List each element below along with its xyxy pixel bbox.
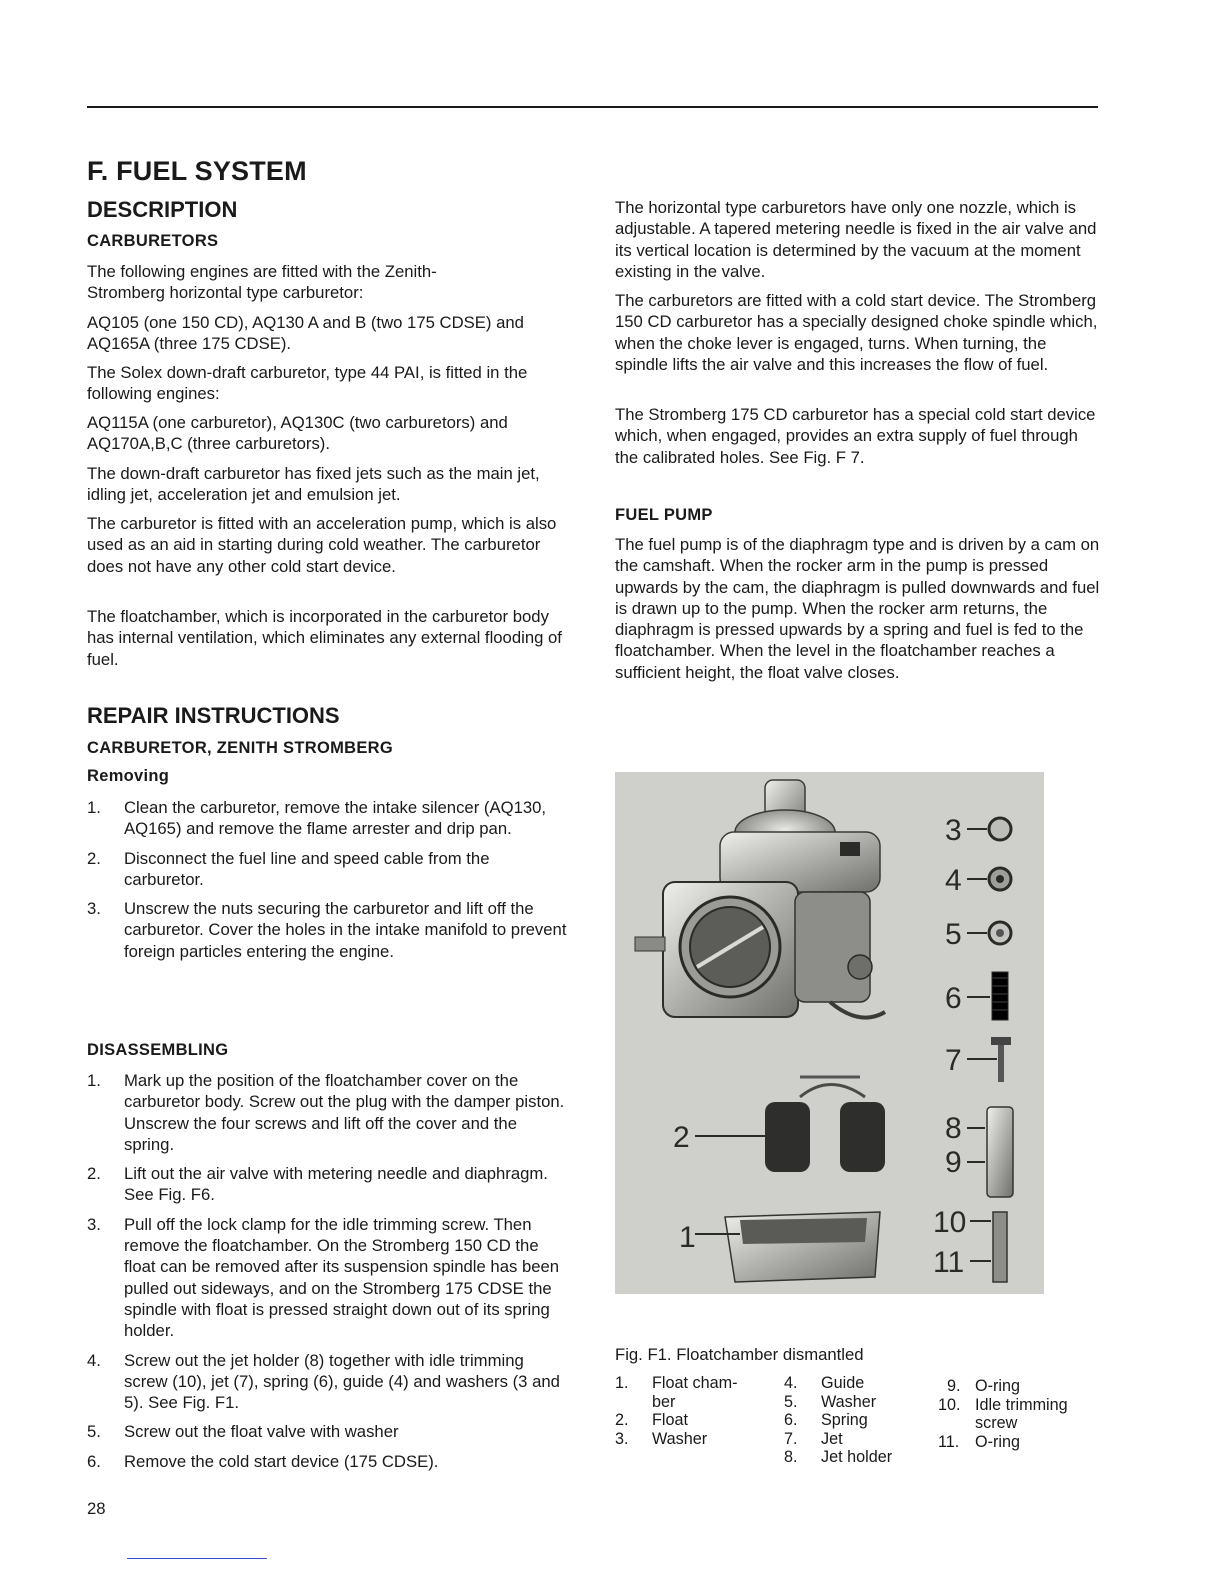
step-number: 1.	[87, 798, 101, 817]
list-item	[87, 797, 567, 840]
description-paragraph-1: The following engines are fitted with the Zenith-Stromberg horizontal type carburetor:	[87, 262, 437, 303]
photo-label-5: 5	[945, 918, 962, 951]
description-paragraph-4: AQ115A (one carburetor), AQ130C (two carburetors) and AQ170A,B,C (three carburetors).	[87, 413, 508, 454]
figure-caption: Fig. F1. Floatchamber dismantled	[615, 1345, 864, 1364]
list-item	[87, 1163, 569, 1206]
legend-item: 2. Float	[615, 1411, 688, 1429]
carburetors-heading: CARBURETORS	[87, 232, 219, 250]
step-text: Remove the cold start device (175 CDSE).	[124, 1451, 439, 1471]
removing-steps	[87, 797, 567, 970]
list-item	[87, 1070, 569, 1155]
disassembling-heading: DISASSEMBLING	[87, 1041, 229, 1059]
fuel-pump-paragraph: The fuel pump is of the diaphragm type and is driven by a cam on the camshaft. When the rocker arm in the pump is pressed upwards by the cam, the diaphragm is pulled downwards and fuel is drawn up to the pump. When the rocker arm returns, the diaphragm is pressed upwards by a spring and fuel is fed to the floatchamber. When the level in the floatchamber reaches a sufficient height, the float valve closes.	[615, 535, 1100, 682]
legend-item: screw	[975, 1414, 1018, 1432]
photo-label-9: 9	[945, 1146, 962, 1179]
right-paragraph-2: The carburetors are fitted with a cold start device. The Stromberg 150 CD carburetor has a specially designed choke spindle which, when the choke lever is engaged, turns. When turning, the spindle lifts the air valve and this increases the flow of fuel.	[615, 291, 1098, 374]
photo-label-7: 7	[945, 1044, 962, 1077]
list-item	[87, 898, 567, 962]
list-item	[87, 1350, 569, 1414]
fuel-pump-heading: FUEL PUMP	[615, 506, 713, 524]
step-number: 5.	[87, 1422, 101, 1442]
legend-column-1	[615, 1374, 775, 1448]
right-paragraph-3: The Stromberg 175 CD carburetor has a special cold start device which, when engaged, provides an extra supply of fuel through the calibrated holes. See Fig. F 7.	[615, 405, 1096, 467]
legend-item: 9. O-ring	[947, 1377, 1020, 1395]
legend-item: 6. Spring	[784, 1411, 868, 1429]
legend-item: 11. O-ring	[938, 1432, 1020, 1451]
list-item	[87, 848, 567, 891]
list-item	[87, 1421, 569, 1442]
legend-item: 8. Jet holder	[784, 1448, 893, 1466]
step-number: 3.	[87, 899, 101, 919]
list-item	[87, 1451, 569, 1472]
right-paragraph-1: The horizontal type carburetors have only one nozzle, which is adjustable. A tapered metering needle is fixed in the air valve and its vertical location is determined by the vacuum at the moment existing in the valve.	[615, 198, 1097, 281]
repair-heading: REPAIR INSTRUCTIONS	[87, 703, 340, 728]
step-text: Disconnect the fuel line and speed cable from the carburetor.	[124, 848, 490, 889]
description-paragraph-2: AQ105 (one 150 CD), AQ130 A and B (two 175 CDSE) and AQ165A (three 175 CDSE).	[87, 313, 524, 354]
photo-label-8: 8	[945, 1112, 962, 1145]
photo-label-4: 4	[945, 864, 962, 897]
page-number: 28	[87, 1499, 106, 1518]
legend-item: 5. Washer	[784, 1392, 877, 1411]
legend-column-3	[938, 1377, 1098, 1451]
legend-item: 4. Guide	[784, 1374, 865, 1392]
step-number: 6.	[87, 1451, 101, 1471]
legend-column-2	[784, 1374, 924, 1467]
legend-item: ber	[652, 1392, 676, 1411]
step-number: 2.	[87, 1164, 101, 1184]
photo-label-6: 6	[945, 982, 962, 1015]
description-paragraph-3: The Solex down-draft carburetor, type 44 PAI, is fitted in the following engines:	[87, 363, 528, 404]
photo-label-10: 10	[933, 1206, 967, 1239]
disassembling-steps	[87, 1070, 569, 1480]
legend-item: 3. Washer	[615, 1429, 708, 1448]
step-text: Clean the carburetor, remove the intake silencer (AQ130, AQ165) and remove the flame arrester and drip pan.	[124, 798, 547, 839]
step-number: 3.	[87, 1214, 101, 1234]
floatchamber-illustration	[615, 772, 1044, 1294]
step-text: Mark up the position of the floatchamber cover on the carburetor body. Screw out the plug with the damper piston. Unscrew the four screws and lift off the cover and the spring.	[124, 1071, 565, 1154]
removing-heading: Removing	[87, 767, 170, 785]
description-heading: DESCRIPTION	[87, 197, 238, 222]
step-text: Screw out the float valve with washer	[124, 1422, 399, 1442]
footer-line	[127, 1558, 267, 1559]
photo-label-1: 1	[679, 1221, 696, 1254]
step-number: 4.	[87, 1350, 101, 1370]
photo-label-3: 3	[945, 814, 962, 847]
description-paragraph-6: The carburetor is fitted with an acceleration pump, which is also used as an aid in starting during cold weather. The carburetor does not have any other cold start device.	[87, 514, 557, 576]
description-paragraph-5: The down-draft carburetor has fixed jets such as the main jet, idling jet, acceleration jet and emulsion jet.	[87, 464, 540, 505]
section-title: F. FUEL SYSTEM	[87, 156, 307, 186]
photo-label-11: 11	[933, 1246, 965, 1279]
step-text: Lift out the air valve with metering needle and diaphragm. See Fig. F6.	[124, 1164, 548, 1205]
step-number: 2.	[87, 848, 101, 868]
step-text: Screw out the jet holder (8) together with idle trimming screw (10), jet (7), spring (6), guide (4) and washers (3 and 5). See Fig. F1.	[124, 1350, 560, 1413]
step-text: Unscrew the nuts securing the carburetor and lift off the carburetor. Cover the holes in the intake manifold to prevent foreign particles entering the engine.	[124, 899, 567, 961]
step-number: 1.	[87, 1071, 101, 1090]
list-item	[87, 1214, 569, 1342]
floatchamber-photo	[615, 772, 1044, 1294]
legend-item: 10. Idle trimming	[938, 1395, 1068, 1414]
legend-item: 7. Jet	[784, 1429, 843, 1448]
description-paragraph-7: The floatchamber, which is incorporated in the carburetor body has internal ventilation, which eliminates any external flooding of fuel.	[87, 607, 562, 669]
repair-subheading: CARBURETOR, ZENITH STROMBERG	[87, 739, 394, 757]
photo-label-2: 2	[673, 1121, 690, 1154]
floatchamber-part	[725, 1212, 880, 1282]
legend-item: 1. Float cham-	[615, 1374, 738, 1392]
top-rule	[87, 106, 1098, 108]
step-text: Pull off the lock clamp for the idle trimming screw. Then remove the floatchamber. On the Stromberg 150 CD the float can be removed after its suspension spindle has been pulled out sideways, and on the Stromberg 175 CDSE the spindle with float is pressed straight down out of its spring holder.	[124, 1214, 560, 1341]
